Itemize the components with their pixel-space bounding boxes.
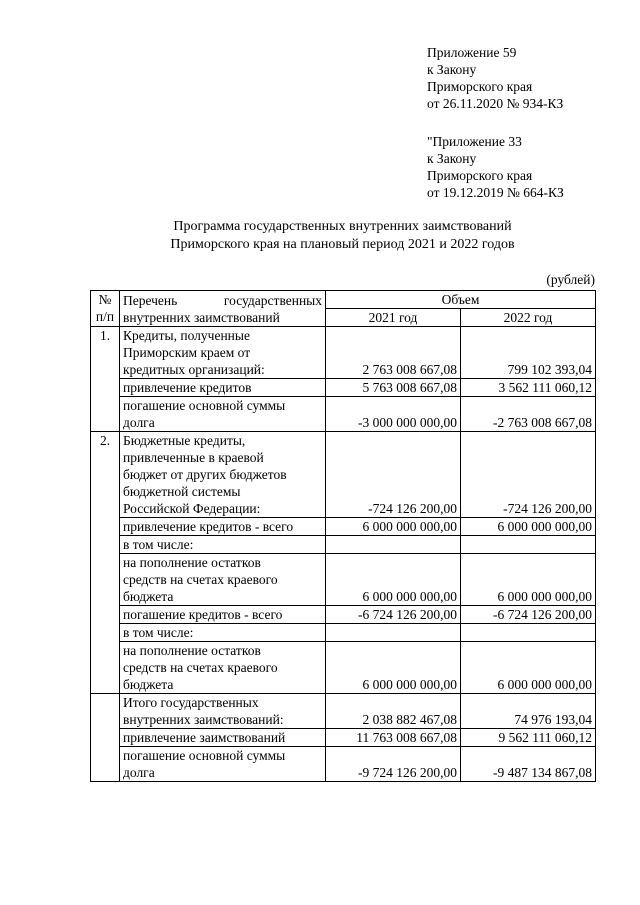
annex-59-reference — [427, 44, 563, 112]
row-name-line: Кредиты, полученные — [123, 328, 250, 343]
row-value-2022: 6 000 000 000,00 — [461, 642, 596, 694]
header-year-2021: 2021 год — [326, 309, 461, 327]
table-row — [91, 379, 596, 397]
header-list — [120, 291, 326, 327]
row-value-2021: -3 000 000 000,00 — [326, 397, 461, 432]
annex-line: к Закону — [427, 62, 477, 77]
row-number — [91, 729, 120, 747]
row-name — [120, 606, 326, 624]
row-name-line: Бюджетные кредиты, — [123, 433, 246, 448]
row-name-line: средств на счетах краевого — [123, 660, 278, 675]
row-name — [120, 397, 326, 432]
row-name-line: Приморским краем от — [123, 345, 251, 360]
row-value-2022: 3 562 111 060,12 — [461, 379, 596, 397]
row-name — [120, 554, 326, 606]
row-name-line: погашение основной суммы — [123, 748, 286, 763]
row-number: 2. — [91, 432, 120, 518]
row-value-2022 — [461, 624, 596, 642]
annex-line: от 19.12.2019 № 664-КЗ — [427, 185, 564, 200]
borrowing-program-table — [90, 290, 596, 782]
row-name — [120, 536, 326, 554]
row-name-line: в том числе: — [123, 537, 194, 552]
table-row — [91, 694, 596, 729]
row-name — [120, 624, 326, 642]
row-number — [91, 536, 120, 554]
row-value-2021: 6 000 000 000,00 — [326, 642, 461, 694]
row-value-2022: 6 000 000 000,00 — [461, 518, 596, 536]
row-value-2021 — [326, 536, 461, 554]
header-list-line: внутренних заимствований — [123, 309, 280, 325]
document-title — [90, 218, 595, 254]
row-number — [91, 747, 120, 782]
row-name-line: бюджетной системы — [123, 484, 241, 499]
row-name — [120, 694, 326, 729]
table-body — [91, 327, 596, 782]
row-name-line: привлечение кредитов — [123, 380, 252, 395]
title-line: Приморского края на плановый период 2021 и 2022 годов — [170, 237, 515, 252]
row-value-2022: 9 562 111 060,12 — [461, 729, 596, 747]
row-name-line: средств на счетах краевого — [123, 572, 278, 587]
table-row — [91, 536, 596, 554]
row-name-line: привлечение заимствований — [123, 730, 286, 745]
row-value-2022: -724 126 200,00 — [461, 432, 596, 518]
table-header-row — [91, 291, 596, 309]
annex-line: от 26.11.2020 № 934-КЗ — [427, 96, 564, 111]
row-number — [91, 397, 120, 432]
row-value-2022: 6 000 000 000,00 — [461, 554, 596, 606]
row-name-line: долга — [123, 765, 155, 780]
row-name-line: Итого государственных — [123, 695, 259, 710]
row-value-2021: -9 724 126 200,00 — [326, 747, 461, 782]
row-value-2022: -6 724 126 200,00 — [461, 606, 596, 624]
table-row — [91, 432, 596, 518]
row-name-line: погашение основной суммы — [123, 398, 286, 413]
row-name — [120, 518, 326, 536]
row-name-line: погашение кредитов - всего — [123, 607, 283, 622]
row-name-line: бюджет от других бюджетов — [123, 467, 287, 482]
annex-line: Приморского края — [427, 168, 533, 183]
table-row — [91, 606, 596, 624]
row-value-2022: 74 976 193,04 — [461, 694, 596, 729]
row-name-line: долга — [123, 415, 155, 430]
row-number — [91, 518, 120, 536]
row-name — [120, 747, 326, 782]
row-value-2021: 6 000 000 000,00 — [326, 518, 461, 536]
row-value-2022: -2 763 008 667,08 — [461, 397, 596, 432]
header-volume: Объем — [326, 291, 596, 309]
row-number — [91, 642, 120, 694]
row-name-line: на пополнение остатков — [123, 555, 261, 570]
row-value-2021 — [326, 624, 461, 642]
table-row — [91, 327, 596, 379]
row-name-line: Российской Федерации: — [123, 501, 261, 516]
row-value-2022: 799 102 393,04 — [461, 327, 596, 379]
row-number — [91, 554, 120, 606]
row-name-line: внутренних заимствований: — [123, 712, 284, 727]
table-row — [91, 624, 596, 642]
header-number-line: п/п — [95, 309, 115, 324]
row-name — [120, 432, 326, 518]
annex-line: "Приложение 33 — [427, 134, 522, 149]
row-name — [120, 642, 326, 694]
row-number — [91, 694, 120, 729]
header-year-2022: 2022 год — [461, 309, 596, 327]
table-row — [91, 518, 596, 536]
row-value-2021: 2 038 882 467,08 — [326, 694, 461, 729]
unit-label: (рублей) — [546, 272, 595, 287]
row-value-2021: 5 763 008 667,08 — [326, 379, 461, 397]
row-value-2021: 6 000 000 000,00 — [326, 554, 461, 606]
row-name-line: привлеченные в краевой — [123, 450, 264, 465]
row-value-2021: 11 763 008 667,08 — [326, 729, 461, 747]
row-name — [120, 379, 326, 397]
header-list-line: Перечень государственных — [123, 292, 322, 308]
row-name — [120, 327, 326, 379]
row-number — [91, 379, 120, 397]
row-name-line: кредитных организаций: — [123, 362, 265, 377]
row-name-line: бюджета — [123, 589, 174, 604]
row-name-line: привлечение кредитов - всего — [123, 519, 294, 534]
table-row — [91, 642, 596, 694]
row-number — [91, 606, 120, 624]
annex-line: Приложение 59 — [427, 45, 517, 60]
row-name — [120, 729, 326, 747]
header-number — [91, 291, 120, 327]
row-value-2022: -9 487 134 867,08 — [461, 747, 596, 782]
table-row — [91, 554, 596, 606]
row-value-2021: 2 763 008 667,08 — [326, 327, 461, 379]
row-name-line: в том числе: — [123, 625, 194, 640]
row-value-2021: -724 126 200,00 — [326, 432, 461, 518]
table-row — [91, 747, 596, 782]
row-value-2021: -6 724 126 200,00 — [326, 606, 461, 624]
row-value-2022 — [461, 536, 596, 554]
row-name-line: на пополнение остатков — [123, 643, 261, 658]
row-name-line: бюджета — [123, 677, 174, 692]
annex-line: к Закону — [427, 151, 477, 166]
title-line: Программа государственных внутренних заимствований — [173, 219, 512, 234]
row-number: 1. — [91, 327, 120, 379]
header-number-line: № — [98, 292, 112, 307]
row-number — [91, 624, 120, 642]
table-row — [91, 729, 596, 747]
annex-line: Приморского края — [427, 79, 533, 94]
annex-33-reference — [427, 133, 564, 201]
table-row — [91, 397, 596, 432]
